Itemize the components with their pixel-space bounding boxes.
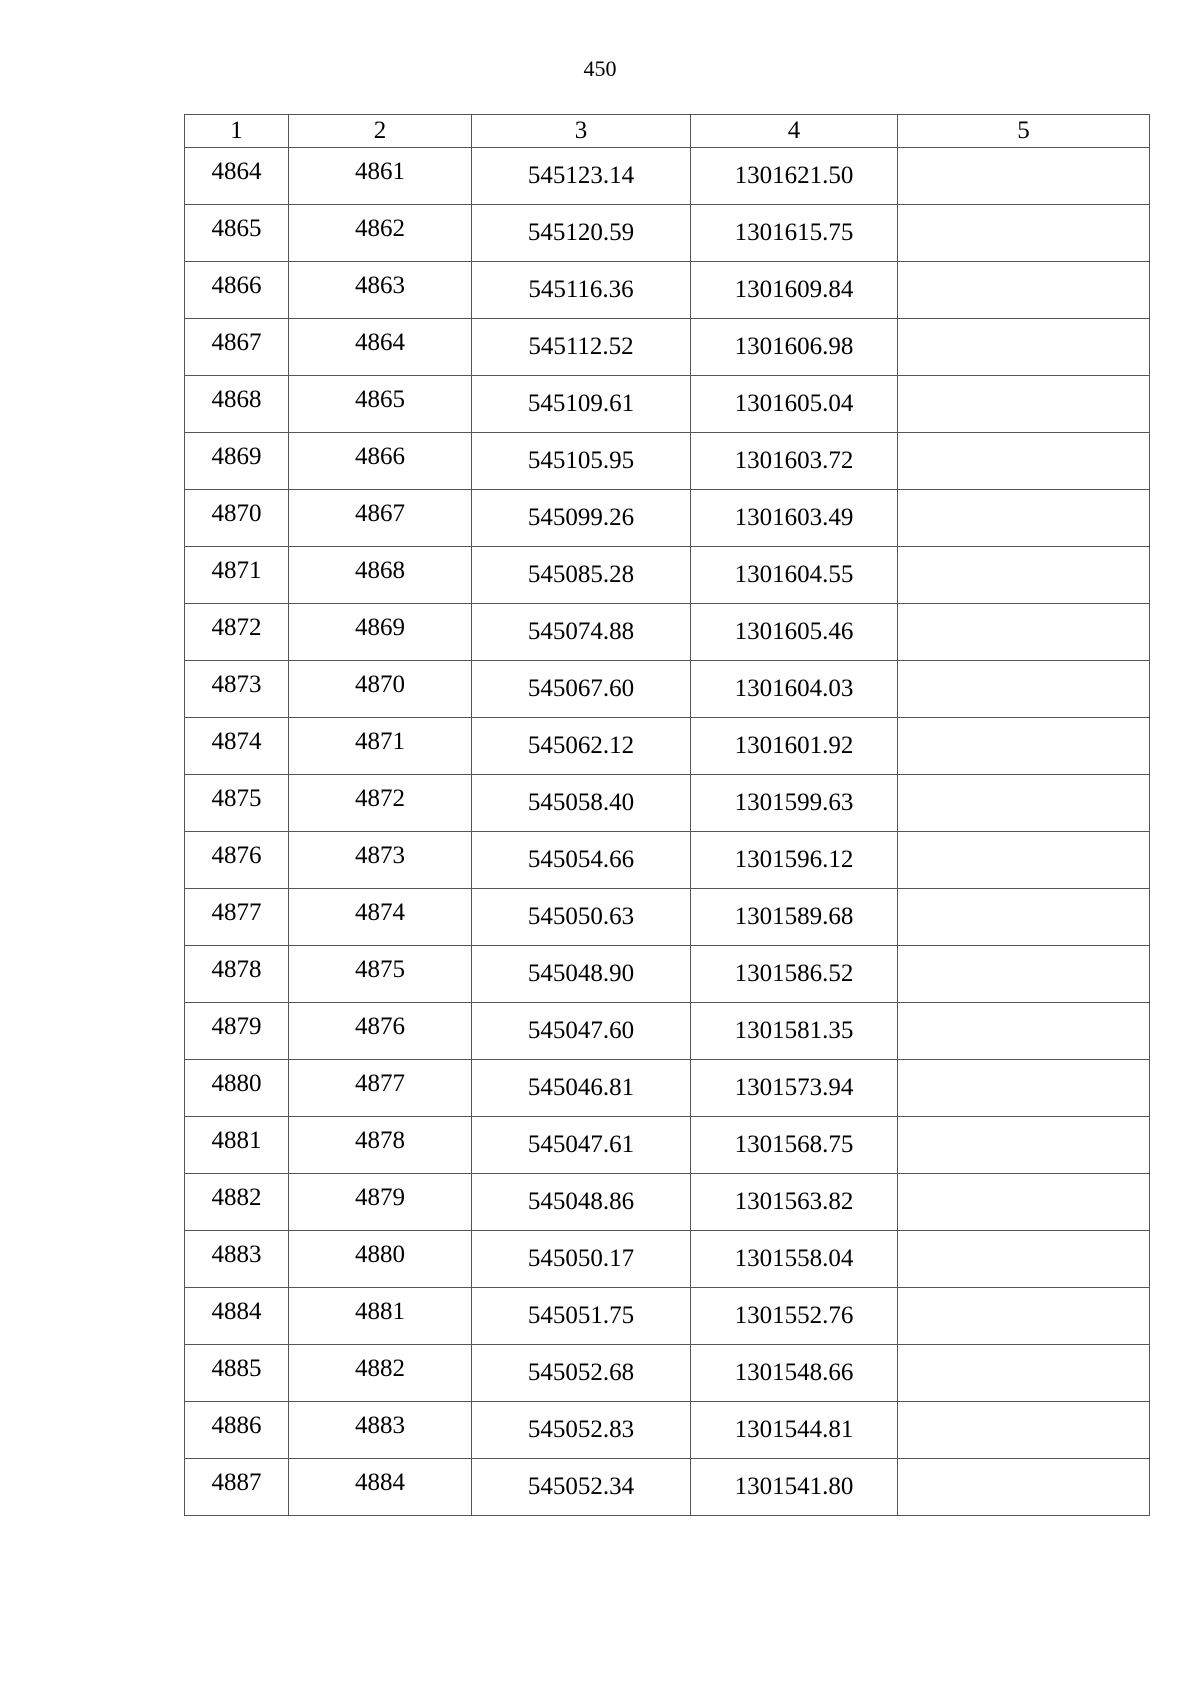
table-cell-col-5 [898, 1060, 1150, 1117]
table-cell-col-5 [898, 1402, 1150, 1459]
table-cell-col-1: 4877 [185, 889, 289, 946]
table-cell-col-2: 4880 [289, 1231, 472, 1288]
table-cell-col-3: 545054.66 [472, 832, 691, 889]
table-body [185, 148, 1150, 1516]
table-row [185, 1231, 1150, 1288]
table-cell-col-4: 1301544.81 [691, 1402, 898, 1459]
coordinates-table [184, 114, 1150, 1516]
table-cell-col-4: 1301605.46 [691, 604, 898, 661]
table-cell-col-2: 4873 [289, 832, 472, 889]
table-cell-col-5 [898, 604, 1150, 661]
table-cell-col-4: 1301563.82 [691, 1174, 898, 1231]
table-row [185, 205, 1150, 262]
table-cell-col-3: 545052.34 [472, 1459, 691, 1516]
table-cell-col-4: 1301621.50 [691, 148, 898, 205]
table-cell-col-1: 4878 [185, 946, 289, 1003]
table-row [185, 319, 1150, 376]
table-cell-col-3: 545047.60 [472, 1003, 691, 1060]
table-cell-col-2: 4881 [289, 1288, 472, 1345]
table-row [185, 1402, 1150, 1459]
column-header-4: 4 [691, 115, 898, 148]
table-cell-col-2: 4878 [289, 1117, 472, 1174]
table-row [185, 1174, 1150, 1231]
table-row [185, 1060, 1150, 1117]
table-cell-col-1: 4867 [185, 319, 289, 376]
table-cell-col-4: 1301603.49 [691, 490, 898, 547]
table-cell-col-2: 4882 [289, 1345, 472, 1402]
table-cell-col-5 [898, 1459, 1150, 1516]
table-cell-col-3: 545109.61 [472, 376, 691, 433]
table-cell-col-4: 1301599.63 [691, 775, 898, 832]
table-cell-col-2: 4872 [289, 775, 472, 832]
table-cell-col-4: 1301586.52 [691, 946, 898, 1003]
table-cell-col-2: 4864 [289, 319, 472, 376]
table-cell-col-1: 4873 [185, 661, 289, 718]
table-cell-col-4: 1301581.35 [691, 1003, 898, 1060]
page-number: 450 [583, 56, 617, 81]
table-cell-col-2: 4861 [289, 148, 472, 205]
table-cell-col-2: 4874 [289, 889, 472, 946]
table-row [185, 775, 1150, 832]
table-cell-col-2: 4876 [289, 1003, 472, 1060]
table-cell-col-1: 4872 [185, 604, 289, 661]
table-cell-col-3: 545067.60 [472, 661, 691, 718]
table-cell-col-3: 545123.14 [472, 148, 691, 205]
table-cell-col-4: 1301589.68 [691, 889, 898, 946]
table-cell-col-2: 4871 [289, 718, 472, 775]
table-cell-col-5 [898, 889, 1150, 946]
table-row [185, 433, 1150, 490]
table-cell-col-5 [898, 946, 1150, 1003]
table-cell-col-3: 545085.28 [472, 547, 691, 604]
table-cell-col-3: 545052.68 [472, 1345, 691, 1402]
table-row [185, 148, 1150, 205]
table-cell-col-5 [898, 1003, 1150, 1060]
table-cell-col-5 [898, 205, 1150, 262]
table-cell-col-2: 4875 [289, 946, 472, 1003]
table-cell-col-4: 1301558.04 [691, 1231, 898, 1288]
table-cell-col-5 [898, 832, 1150, 889]
table-row [185, 832, 1150, 889]
table-row [185, 547, 1150, 604]
table-cell-col-4: 1301605.04 [691, 376, 898, 433]
table-row [185, 1459, 1150, 1516]
table-cell-col-4: 1301573.94 [691, 1060, 898, 1117]
table-cell-col-3: 545112.52 [472, 319, 691, 376]
table-cell-col-1: 4887 [185, 1459, 289, 1516]
table-cell-col-1: 4866 [185, 262, 289, 319]
table-cell-col-2: 4879 [289, 1174, 472, 1231]
table-cell-col-3: 545058.40 [472, 775, 691, 832]
table-row [185, 376, 1150, 433]
table-row [185, 604, 1150, 661]
column-header-5: 5 [898, 115, 1150, 148]
table-cell-col-1: 4883 [185, 1231, 289, 1288]
table-cell-col-1: 4871 [185, 547, 289, 604]
table-cell-col-4: 1301596.12 [691, 832, 898, 889]
table-cell-col-4: 1301548.66 [691, 1345, 898, 1402]
table-cell-col-3: 545120.59 [472, 205, 691, 262]
column-header-1: 1 [185, 115, 289, 148]
table-row [185, 661, 1150, 718]
table-cell-col-5 [898, 262, 1150, 319]
table-cell-col-1: 4864 [185, 148, 289, 205]
table-cell-col-3: 545074.88 [472, 604, 691, 661]
table-cell-col-3: 545099.26 [472, 490, 691, 547]
table-cell-col-4: 1301541.80 [691, 1459, 898, 1516]
table-header [185, 115, 1150, 148]
table-cell-col-4: 1301606.98 [691, 319, 898, 376]
table-cell-col-5 [898, 1288, 1150, 1345]
table-row [185, 1345, 1150, 1402]
table-cell-col-3: 545050.17 [472, 1231, 691, 1288]
table-cell-col-1: 4881 [185, 1117, 289, 1174]
table-cell-col-4: 1301603.72 [691, 433, 898, 490]
table-row [185, 889, 1150, 946]
table-cell-col-1: 4886 [185, 1402, 289, 1459]
table-cell-col-1: 4874 [185, 718, 289, 775]
table-cell-col-5 [898, 433, 1150, 490]
table-cell-col-3: 545050.63 [472, 889, 691, 946]
table-row [185, 1117, 1150, 1174]
table-cell-col-4: 1301604.03 [691, 661, 898, 718]
table-cell-col-3: 545051.75 [472, 1288, 691, 1345]
table-cell-col-3: 545047.61 [472, 1117, 691, 1174]
table-cell-col-5 [898, 319, 1150, 376]
table-cell-col-5 [898, 148, 1150, 205]
table-cell-col-1: 4879 [185, 1003, 289, 1060]
table-cell-col-5 [898, 661, 1150, 718]
table-cell-col-3: 545046.81 [472, 1060, 691, 1117]
table-cell-col-2: 4865 [289, 376, 472, 433]
table-cell-col-1: 4882 [185, 1174, 289, 1231]
table-cell-col-2: 4863 [289, 262, 472, 319]
table-cell-col-1: 4875 [185, 775, 289, 832]
table-cell-col-2: 4866 [289, 433, 472, 490]
table-cell-col-4: 1301552.76 [691, 1288, 898, 1345]
table-cell-col-1: 4870 [185, 490, 289, 547]
table-row [185, 946, 1150, 1003]
table-cell-col-4: 1301604.55 [691, 547, 898, 604]
table-cell-col-1: 4880 [185, 1060, 289, 1117]
table-cell-col-1: 4884 [185, 1288, 289, 1345]
table-cell-col-2: 4870 [289, 661, 472, 718]
table-cell-col-5 [898, 547, 1150, 604]
table-cell-col-5 [898, 376, 1150, 433]
table-cell-col-2: 4868 [289, 547, 472, 604]
table-row [185, 262, 1150, 319]
column-header-2: 2 [289, 115, 472, 148]
table-cell-col-2: 4883 [289, 1402, 472, 1459]
table-cell-col-1: 4865 [185, 205, 289, 262]
table-cell-col-4: 1301615.75 [691, 205, 898, 262]
table-cell-col-1: 4868 [185, 376, 289, 433]
table-cell-col-2: 4867 [289, 490, 472, 547]
table-cell-col-4: 1301609.84 [691, 262, 898, 319]
table-row [185, 490, 1150, 547]
table-cell-col-3: 545048.86 [472, 1174, 691, 1231]
table-cell-col-2: 4884 [289, 1459, 472, 1516]
table-cell-col-3: 545048.90 [472, 946, 691, 1003]
table-cell-col-1: 4885 [185, 1345, 289, 1402]
table-cell-col-4: 1301601.92 [691, 718, 898, 775]
table-row [185, 1288, 1150, 1345]
table-cell-col-5 [898, 490, 1150, 547]
table-cell-col-1: 4869 [185, 433, 289, 490]
table-cell-col-2: 4862 [289, 205, 472, 262]
table-cell-col-5 [898, 775, 1150, 832]
table-cell-col-5 [898, 1231, 1150, 1288]
table-cell-col-2: 4869 [289, 604, 472, 661]
header-row [185, 115, 1150, 148]
table-cell-col-2: 4877 [289, 1060, 472, 1117]
table-cell-col-3: 545105.95 [472, 433, 691, 490]
table-cell-col-5 [898, 718, 1150, 775]
table-cell-col-5 [898, 1117, 1150, 1174]
table-cell-col-3: 545052.83 [472, 1402, 691, 1459]
column-header-3: 3 [472, 115, 691, 148]
table-cell-col-3: 545062.12 [472, 718, 691, 775]
table-cell-col-1: 4876 [185, 832, 289, 889]
table-cell-col-5 [898, 1174, 1150, 1231]
table-row [185, 1003, 1150, 1060]
table-row [185, 718, 1150, 775]
table-cell-col-5 [898, 1345, 1150, 1402]
table-cell-col-3: 545116.36 [472, 262, 691, 319]
table-cell-col-4: 1301568.75 [691, 1117, 898, 1174]
